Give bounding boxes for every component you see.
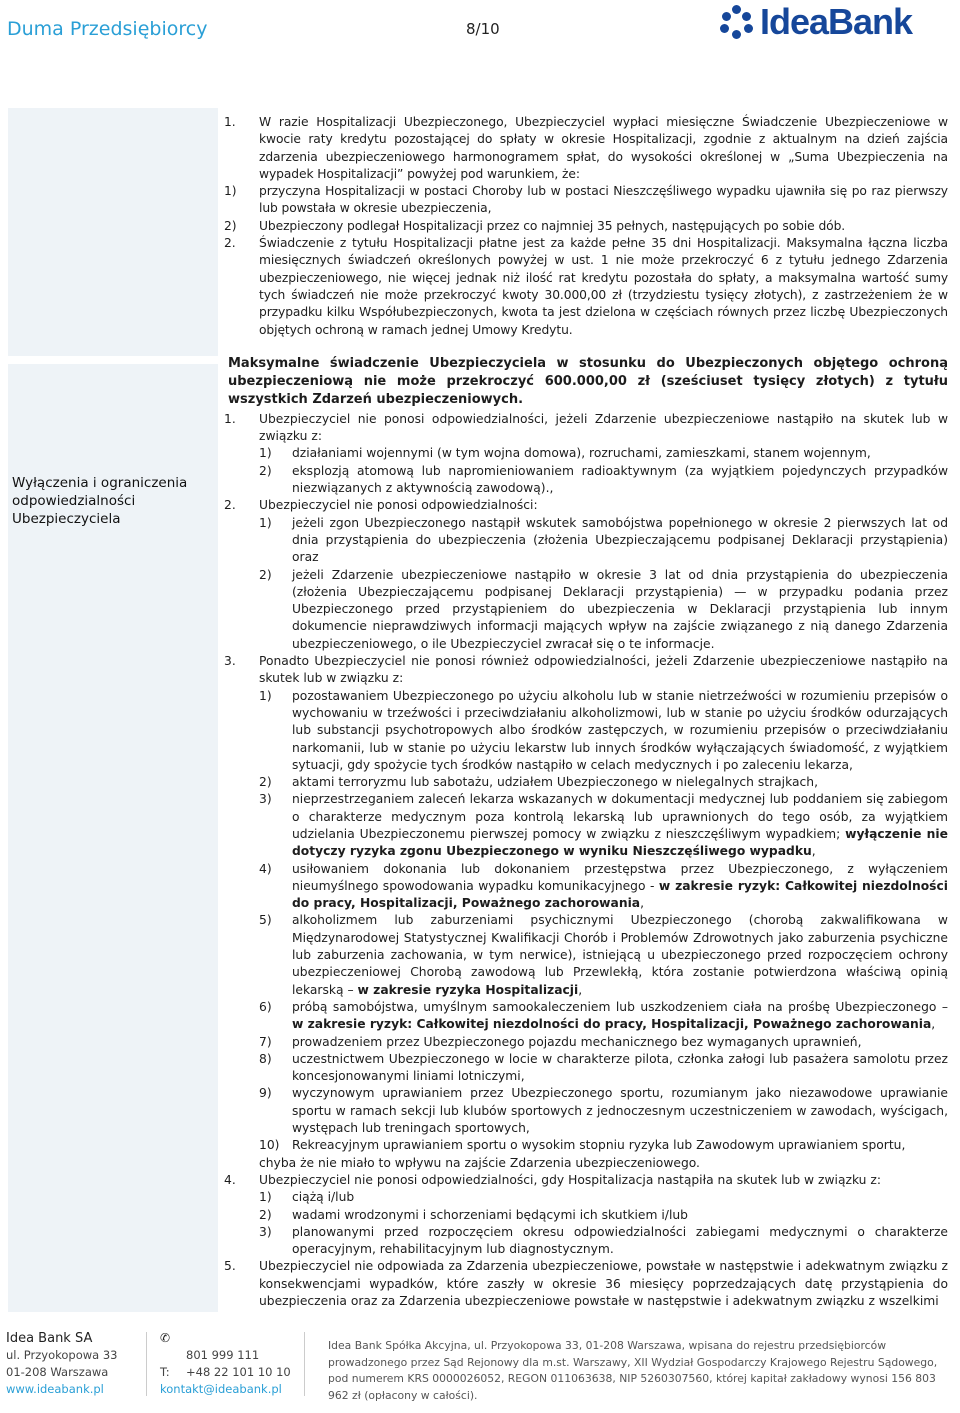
item-text: Ponadto Ubezpieczyciel nie ponosi również odpowiedzialności, jeżeli Zdarzenie ubezpieczeniowe nastąpiło na skutek lub w związku z:: [259, 654, 948, 686]
sub-list-item: [224, 861, 948, 913]
item-text: ciążą i/lub: [292, 1190, 355, 1205]
exclusions-section: [224, 411, 948, 1310]
item-number: 2): [259, 775, 272, 790]
sub-list-item: [224, 183, 948, 218]
sub-list-item: [224, 1051, 948, 1086]
sub-list-item: [224, 1137, 948, 1154]
item-number: 1): [259, 515, 272, 530]
item-text: planowanymi przed rozpoczęciem okresu odpowiedzialności zabiegami medycznymi o charakterze operacyjnym, rehabilitacyjnym lub diagnostycznym.: [292, 1224, 948, 1257]
footer-contact: [160, 1330, 291, 1398]
list-item: [224, 114, 948, 183]
item-text-part: ,: [931, 1017, 936, 1032]
item-text-part: alkoholizmem lub zaburzeniami psychicznymi Ubezpieczonego (chorobą zakwalifikowana w Międzynarodowej Statystycznej Kwalifikacji Chorób i Problemów Zdrowotnych jako zaburzenia psychiczne lub zaburzenia zachowania, w tym nerwice), istniejącą u ubezpieczonego przed rozpoczęciem ochrony ubezpieczeniowej Chorobą zawodową lub Przewlekłą, która zostanie potwierdzona właściwą opinią lekarską –: [292, 913, 948, 997]
item-number: 8): [259, 1051, 272, 1066]
item-number: 3): [259, 792, 272, 807]
sub-list-item: [224, 1207, 948, 1224]
item-number: 1): [259, 688, 272, 703]
sub-list-item: [224, 791, 948, 860]
list-item: [224, 653, 948, 688]
item-text: [292, 861, 948, 913]
phone-row: [160, 1364, 291, 1381]
item-number: 4): [259, 861, 272, 876]
item-text-part: ,: [811, 844, 816, 859]
hospitalization-section: [224, 114, 948, 339]
item-text: [292, 999, 948, 1034]
item-text: [292, 912, 948, 998]
item-text-part: nieprzestrzeganiem zaleceń lekarza wskazanych w dokumentacji medycznej lub poddaniem się zabiegom o charakterze medycznym poza kontrolą lekarską lub uprawnionych do tego osób, za wyjątkiem udzielania Ubezpieczonemu pierwszej pomocy w związku z nieszczęśliwym wypadkiem;: [292, 792, 948, 841]
website-link[interactable]: www.ideabank.pl: [6, 1382, 104, 1396]
item-text: wadami wrodzonymi i schorzeniami będącymi ich skutkiem i/lub: [292, 1207, 688, 1222]
item-text: [292, 791, 948, 860]
item-number: 5.: [224, 1259, 236, 1274]
item-text: aktami terroryzmu lub sabotażu, udziałem Ubezpieczonego w nielegalnych strajkach,: [292, 775, 818, 790]
item-number: 1): [259, 1190, 272, 1205]
phone-icon: ✆: [160, 1331, 171, 1345]
item-text-part: usiłowaniem dokonania lub dokonaniem przestępstwa przez Ubezpieczonego, z wyłączeniem nieumyślnego spowodowania wypadku komunikacyjnego -: [292, 861, 948, 893]
item-number: 5): [259, 913, 272, 928]
item-text: prowadzeniem przez Ubezpieczonego pojazdu mechanicznego bez wymaganych uprawnień,: [292, 1034, 862, 1049]
item-number: 7): [259, 1034, 272, 1049]
sub-list-item: [224, 218, 948, 235]
item-number: 4.: [224, 1172, 236, 1187]
legal-notice: Idea Bank Spółka Akcyjna, ul. Przyokopowa 33, 01-208 Warszawa, wpisana do rejestru przedsiębiorców prowadzonego przez Sąd Rejonowy dla m.st. Warszawy, XII Wydział Gospodarczy Krajowego Rejestru Sądowego, pod numerem KRS 0000026052, REGON 011063638, NIP 5260307560, której kapitał zakładowy wynosi 156 803 962 zł (opłacony w całości).: [328, 1339, 938, 1402]
footer-address: [6, 1330, 118, 1398]
phone-row: [160, 1347, 291, 1364]
item-number: 6): [259, 999, 272, 1014]
item-text-part: ,: [640, 896, 645, 911]
list-continuation: chyba że nie miało to wpływu na zajście Zdarzenia ubezpieczeniowego.: [259, 1155, 700, 1170]
item-number: 1.: [224, 411, 236, 426]
company-name: Idea Bank SA: [6, 1331, 93, 1346]
item-number: 2.: [224, 236, 236, 251]
list-item: [224, 1172, 948, 1189]
item-text: eksplozją atomową lub napromieniowaniem radioaktywnym (za wyjątkiem pojedynczych przypadków niezwiązanych z aktywnością zawodową).,: [292, 463, 948, 496]
item-text: przyczyna Hospitalizacji w postaci Choroby lub w postaci Nieszczęśliwego wypadku ujawniła się po raz pierwszy lub powstała w okresie ubezpieczenia,: [259, 184, 948, 216]
list-item: [224, 1258, 948, 1310]
item-number: 2): [259, 463, 272, 478]
item-number: 9): [259, 1086, 272, 1101]
item-text: Ubezpieczyciel nie ponosi odpowiedzialności, jeżeli Zdarzenie ubezpieczeniowe nastąpiło na skutek lub w związku z:: [259, 411, 948, 444]
document-title: Duma Przedsiębiorcy: [7, 18, 208, 40]
sub-list-item: [224, 1189, 948, 1206]
item-text-bold: w zakresie ryzyk: Całkowitej niezdolności do pracy, Hospitalizacji, Poważnego zachorowania: [292, 878, 948, 911]
item-text-part: ,: [578, 982, 583, 997]
item-number: 10): [259, 1138, 280, 1153]
page-footer: [0, 1318, 960, 1413]
item-number: 1): [259, 446, 272, 461]
item-text-bold: w zakresie ryzyk: Całkowitej niezdolności do pracy, Hospitalizacji, Poważnego zachorowania: [292, 1017, 932, 1032]
sub-list-item: [224, 515, 948, 567]
item-text: działaniami wojennymi (w tym wojna domowa), rozruchami, zamieszkami, stanem wojennym,: [292, 446, 871, 461]
sub-list-item: [224, 912, 948, 998]
sub-list-item: [224, 1034, 948, 1051]
item-text: Ubezpieczyciel nie odpowiada za Zdarzenia ubezpieczeniowe, powstałe w następstwie i adekwatnym związku z konsekwencjami wypadków, które zaszły w okresie 36 miesięcy poprzedzających datę przystąpienia do ubezpieczenia oraz za Zdarzenia ubezpieczeniowe powstałe w następstwie i adekwatnym związku z wszelkimi: [259, 1259, 948, 1308]
item-text: jeżeli zgon Ubezpieczonego nastąpił wskutek samobójstwa popełnionego w okresie 2 pierwszych lat od dnia przystąpienia do ubezpieczenia (złożenia Ubezpieczającemu podpisanej Deklaracji przystąpienia) oraz: [292, 515, 948, 565]
item-number: 2): [224, 218, 237, 233]
logo-dots-icon: [720, 5, 754, 39]
item-number: 3.: [224, 654, 236, 669]
sub-list-item: [224, 1224, 948, 1259]
bank-logo: [720, 2, 912, 42]
item-text-bold: wyłączenie nie dotyczy ryzyka zgonu Ubezpieczonego w wyniku Nieszczęśliwego wypadku: [292, 826, 948, 859]
item-text: uczestnictwem Ubezpieczonego w locie w charakterze pilota, członka załogi lub pasażera samolotu przez koncesjonowanymi liniami lotniczymi,: [292, 1051, 948, 1084]
email-link[interactable]: kontakt@ideabank.pl: [160, 1382, 282, 1396]
city-address: 01-208 Warszawa: [6, 1365, 109, 1379]
item-number: 2.: [224, 498, 236, 513]
section-label: Wyłączenia i ograniczenia odpowiedzialności Ubezpieczyciela: [12, 475, 188, 527]
item-text: jeżeli Zdarzenie ubezpieczeniowe nastąpiło w okresie 3 lat od dnia przystąpienia do ubezpieczenia (złożenia Ubezpieczającemu podpisanej Deklaracji przystąpienia) — w przypadku podania przez Ubezpieczonego przed przystąpieniem do ubezpieczenia w Deklaracji przystąpienia lub innym dokumencie nieprawdziwych informacji mających wpływ na zajście związanego z nią danego Zdarzenia ubezpieczeniowego, o ile Ubezpieczyciel zwracał się o te informacje.: [292, 567, 948, 651]
sub-list-item: [224, 1085, 948, 1137]
item-text: Ubezpieczyciel nie ponosi odpowiedzialności, gdy Hospitalizacja nastąpiła na skutek lub w związku z:: [259, 1172, 881, 1187]
phone-number[interactable]: +48 22 101 10 10: [186, 1365, 291, 1379]
item-text: Ubezpieczyciel nie ponosi odpowiedzialności:: [259, 498, 538, 513]
item-number: 1.: [224, 115, 236, 129]
item-text: Ubezpieczony podlegał Hospitalizacji przez co najmniej 35 pełnych, następujących po sobie dób.: [259, 218, 846, 233]
item-text: Świadczenie z tytułu Hospitalizacji płatne jest za każde pełne 35 dni Hospitalizacji. Maksymalna łączna liczba miesięcznych świadczeń określonych powyżej w ust. 1 nie może przekroczyć 6 z tytułu jednego Zdarzenia ubezpieczeniowego, nie więcej jednak niż ilość rat kredytu pozostała do spłaty, a maksymalna wartość sumy tych świadczeń nie może przekroczyć kwoty 30.000,00 zł (trzydziestu tysięcy złotych), z zastrzeżeniem że w przypadku kilku Współubezpieczonych, kwota ta jest dzielona w częściach równych przez liczbę Ubezpieczonych objętych ochroną w ramach jednej Umowy Kredytu.: [259, 236, 948, 337]
footer-divider: [146, 1332, 147, 1396]
item-text-part: próbą samobójstwa, umyślnym samookaleczeniem lub uszkodzeniem ciała na prośbę Ubezpieczonego –: [292, 999, 948, 1014]
sub-list-item: [224, 445, 948, 462]
sub-list-item: [224, 999, 948, 1034]
item-number: 1): [224, 184, 237, 199]
sub-list-item: [224, 463, 948, 498]
item-text: W razie Hospitalizacji Ubezpieczonego, Ubezpieczyciel wypłaci miesięczne Świadczenie Ubezpieczeniowe w kwocie raty kredytu pozostającej do spłaty w okresie Hospitalizacji, zgodnie z aktualnym na dzień zajścia zdarzenia ubezpieczeniowego harmonogramem spłat, do wysokości określonej w „Suma Ubezpieczenia na wypadek Hospitalizacji” powyżej pod warunkiem, że:: [259, 115, 948, 181]
item-text-bold: w zakresie ryzyka Hospitalizacji: [357, 982, 579, 997]
max-benefit-heading: Maksymalne świadczenie Ubezpieczyciela w stosunku do Ubezpieczonych objętego ochroną ubezpieczeniową nie może przekroczyć 600.000,00 zł (sześciuset tysięcy złotych) z tytułu wszystkich Zdarzeń ubezpieczeniowych.: [228, 355, 948, 407]
list-item: [224, 235, 948, 339]
item-text: pozostawaniem Ubezpieczonego po użyciu alkoholu lub w stanie nietrzeźwości w rozumieniu przepisów o wychowaniu w trzeźwości i przeciwdziałaniu alkoholizmowi, lub w stanie po użyciu środków odurzających lub substancji psychotropowych albo środków zastępczych, w rozumieniu przepisów o przeciwdziałaniu narkomanii, lub w stanie po użyciu lekarstw lub innych środków wyłączających świadomość, z wyjątkiem sytuacji, gdy spożycie tych środków nastąpiło w celach medycznych i po zaleceniu lekarza,: [292, 688, 948, 772]
sidebar-panel-top: [8, 108, 218, 356]
logo-wordmark: IdeaBank: [760, 1, 913, 42]
street-address: ul. Przyokopowa 33: [6, 1348, 118, 1362]
sub-list-item: [224, 774, 948, 791]
page-header: [0, 0, 960, 66]
phone-number[interactable]: 801 999 111: [186, 1348, 260, 1362]
item-number: 3): [259, 1224, 272, 1239]
phone-label: T:: [160, 1365, 170, 1379]
sub-list-item: [224, 688, 948, 774]
sub-list-item: [224, 567, 948, 653]
document-body: [224, 114, 948, 1310]
list-item: [224, 497, 948, 514]
list-item: [224, 411, 948, 446]
item-number: 2): [259, 567, 272, 582]
item-number: 2): [259, 1207, 272, 1222]
footer-divider: [304, 1332, 305, 1396]
item-text: wyczynowym uprawianiem przez Ubezpieczonego sportu, rozumianym jako niezawodowe uprawianie sportu w ramach sekcji lub klubów sportowych z jednoczesnym uczestniczeniem w zawodach, wyścigach, występach lub treningach sportowych,: [292, 1086, 948, 1136]
item-text: Rekreacyjnym uprawianiem sportu o wysokim stopniu ryzyka lub Zawodowym uprawianiem sportu,: [292, 1138, 906, 1153]
page-number: 8/10: [466, 20, 500, 38]
